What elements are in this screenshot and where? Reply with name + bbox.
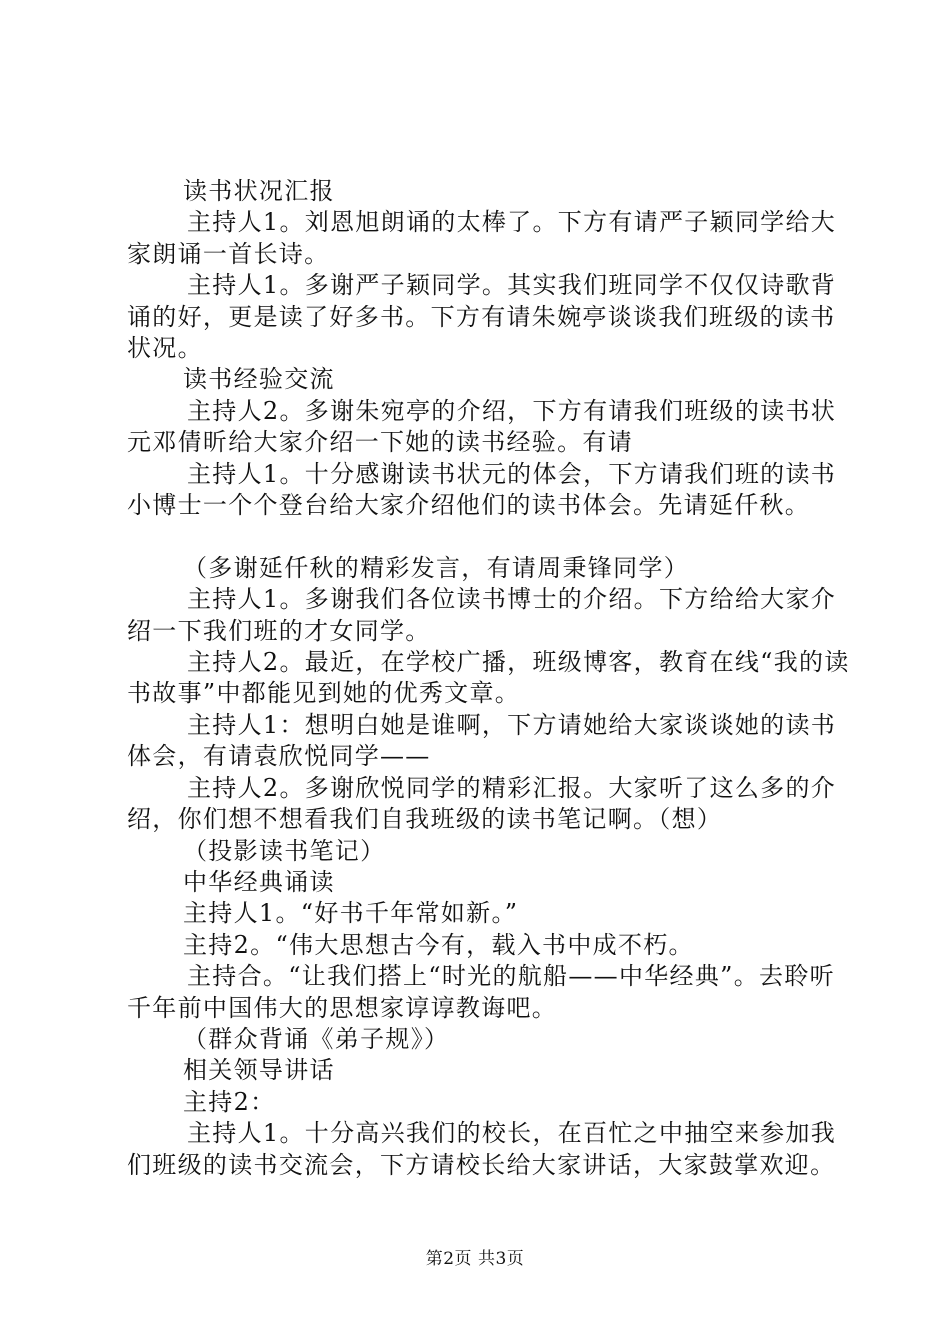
page-footer: 第2页 共3页	[425, 1249, 525, 1269]
section-heading: 中华经典诵读	[183, 867, 335, 896]
paragraph: 主持人1。十分高兴我们的校长，在百忙之中抽空来参加我们班级的读书交流会，下方请校长给大家讲话，大家鼓掌欢迎。	[127, 1119, 837, 1179]
paragraph: 主持人1。十分感谢读书状元的体会，下方请我们班的读书小博士一个个登台给大家介绍他们的读书体会。先请延仟秋。	[127, 459, 837, 520]
paragraph: 主持2。“伟大思想古今有，载入书中成不朽。	[183, 930, 694, 959]
paragraph: 主持人2。多谢朱宛亭的介绍，下方有请我们班级的读书状元邓倩昕给大家介绍一下她的读书经验。有请	[127, 396, 837, 457]
section-heading: 读书经验交流	[183, 365, 335, 394]
paragraph: 主持人1：想明白她是谁啊，下方请她给大家谈谈她的读书体会，有请袁欣悦同学——	[127, 710, 837, 771]
paragraph: 主持人1。刘恩旭朗诵的太棒了。下方有请严子颖同学给大家朗诵一首长诗。	[127, 208, 837, 268]
section-heading: 相关领导讲话	[183, 1056, 335, 1085]
document-body	[127, 176, 857, 1181]
paragraph: 主持人2。最近，在学校广播，班级博客，教育在线“我的读书故事”中都能见到她的优秀文章。	[127, 648, 850, 708]
paragraph: 主持人2。多谢欣悦同学的精彩汇报。大家听了这么多的介绍，你们想不想看我们自我班级的读书笔记啊。（想）	[127, 773, 837, 834]
paragraph: 主持人1。多谢严子颖同学。其实我们班同学不仅仅诗歌背诵的好，更是读了好多书。下方有请朱婉亭谈谈我们班级的读书状况。	[127, 271, 837, 363]
paragraph: 主持人1。“好书千年常如新。”	[183, 899, 519, 928]
blank-line	[127, 521, 857, 552]
paragraph: 主持2：	[183, 1087, 276, 1116]
paragraph: （多谢延仟秋的精彩发言，有请周秉锋同学）	[183, 553, 689, 582]
paragraph: 主持合。“让我们搭上“时光的航船——中华经典”。去聆听千年前中国伟大的思想家谆谆教诲吧。	[127, 962, 835, 1022]
section-heading: 读书状况汇报	[183, 177, 335, 205]
paragraph: （群众背诵《弟子规》）	[183, 1024, 450, 1053]
paragraph: 主持人1。多谢我们各位读书博士的介绍。下方给给大家介绍一下我们班的才女同学。	[127, 585, 837, 645]
paragraph: （投影读书笔记）	[183, 836, 386, 865]
